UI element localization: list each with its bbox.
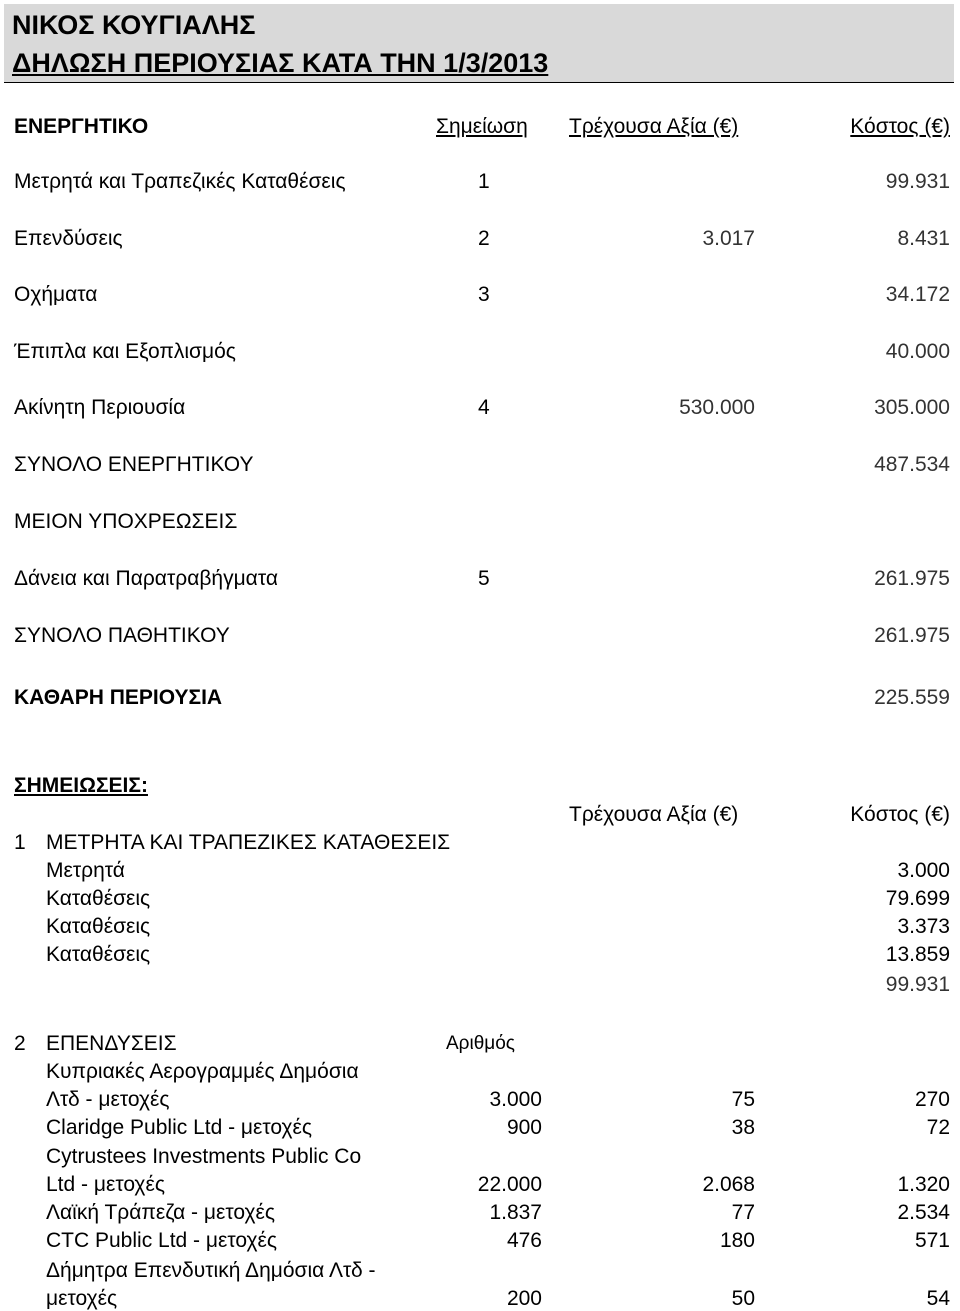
note1-row-label: Μετρητά bbox=[46, 859, 125, 882]
investment-name-line1: Κυπριακές Αερογραμμές Δημόσια bbox=[46, 1060, 359, 1083]
asset-row-note: 1 bbox=[478, 170, 490, 193]
asset-row-label: Ακίνητη Περιουσία bbox=[14, 396, 186, 419]
asset-row-label: ΜΕΙΟΝ ΥΠΟΧΡΕΩΣΕΙΣ bbox=[14, 510, 238, 533]
note1-row-cost: 3.000 bbox=[897, 859, 950, 882]
investment-current: 180 bbox=[719, 1229, 755, 1252]
owner-name: ΝΙΚΟΣ ΚΟΥΓΙΑΛΗΣ bbox=[12, 10, 256, 40]
investment-cost: 1.320 bbox=[897, 1173, 950, 1196]
asset-row-cost: 99.931 bbox=[885, 170, 950, 193]
asset-row-cost: 261.975 bbox=[874, 624, 950, 647]
net-worth-value: 225.559 bbox=[874, 686, 950, 709]
investment-name: μετοχές bbox=[46, 1287, 118, 1310]
notes-heading: ΣΗΜΕΙΩΣΕΙΣ: bbox=[14, 774, 148, 797]
investment-count: 3.000 bbox=[489, 1088, 542, 1111]
investment-name: Λαϊκή Τράπεζα - μετοχές bbox=[46, 1201, 275, 1224]
col-note-header: Σημείωση bbox=[436, 115, 528, 138]
asset-row-cost: 8.431 bbox=[897, 227, 950, 250]
investment-current: 77 bbox=[731, 1201, 755, 1224]
investment-cost: 270 bbox=[914, 1088, 950, 1111]
note1-row-label: Καταθέσεις bbox=[46, 915, 151, 938]
investment-count: 200 bbox=[506, 1287, 542, 1310]
investment-current: 38 bbox=[731, 1116, 755, 1139]
investment-name: Λτδ - μετοχές bbox=[46, 1088, 170, 1111]
asset-row-cost: 261.975 bbox=[874, 567, 950, 590]
note2-title: ΕΠΕΝΔΥΣΕΙΣ bbox=[46, 1032, 177, 1055]
investment-cost: 54 bbox=[926, 1287, 950, 1310]
investment-current: 2.068 bbox=[702, 1173, 755, 1196]
notes-col-cost: Κόστος (€) bbox=[850, 803, 950, 826]
investment-current: 50 bbox=[731, 1287, 755, 1310]
asset-row-cost: 34.172 bbox=[885, 283, 950, 306]
col-cost-header: Κόστος (€) bbox=[850, 115, 950, 138]
investment-name-line1: Cytrustees Investments Public Co bbox=[46, 1145, 362, 1168]
asset-row-label: Δάνεια και Παρατραβήγματα bbox=[14, 567, 278, 590]
investment-count: 1.837 bbox=[489, 1201, 542, 1224]
note2-number: 2 bbox=[14, 1032, 26, 1055]
asset-row-note: 3 bbox=[478, 283, 490, 306]
investment-name-line1: Δήμητρα Επενδυτική Δημόσια Λτδ - bbox=[46, 1259, 376, 1282]
asset-row-current: 3.017 bbox=[702, 227, 755, 250]
document-title: ΔΗΛΩΣΗ ΠΕΡΙΟΥΣΙΑΣ ΚΑΤΑ ΤΗΝ 1/3/2013 bbox=[12, 48, 549, 78]
asset-row-label: Επενδύσεις bbox=[14, 227, 123, 250]
investment-cost: 571 bbox=[914, 1229, 950, 1252]
investment-cost: 72 bbox=[926, 1116, 950, 1139]
investment-count: 22.000 bbox=[477, 1173, 542, 1196]
assets-heading: ΕΝΕΡΓΗΤΙΚΟ bbox=[14, 115, 149, 138]
note1-row-cost: 3.373 bbox=[897, 915, 950, 938]
note1-row-label: Καταθέσεις bbox=[46, 887, 151, 910]
asset-row-label: Έπιπλα και Εξοπλισμός bbox=[14, 340, 236, 363]
investment-cost: 2.534 bbox=[897, 1201, 950, 1224]
note2-col-count: Αριθμός bbox=[446, 1033, 515, 1054]
asset-row-note: 2 bbox=[478, 227, 490, 250]
investment-current: 75 bbox=[731, 1088, 755, 1111]
note1-title: ΜΕΤΡΗΤΑ ΚΑΙ ΤΡΑΠΕΖΙΚΕΣ ΚΑΤΑΘΕΣΕΙΣ bbox=[46, 831, 451, 854]
notes-col-current: Τρέχουσα Αξία (€) bbox=[569, 803, 739, 826]
asset-row-label: ΣΥΝΟΛΟ ΠΑΘΗΤΙΚΟΥ bbox=[14, 624, 230, 647]
investment-count: 900 bbox=[506, 1116, 542, 1139]
note1-row-cost: 79.699 bbox=[885, 887, 950, 910]
note1-number: 1 bbox=[14, 831, 26, 854]
asset-row-current: 530.000 bbox=[679, 396, 755, 419]
asset-row-cost: 305.000 bbox=[874, 396, 950, 419]
asset-row-label: ΣΥΝΟΛΟ ΕΝΕΡΓΗΤΙΚΟΥ bbox=[14, 453, 254, 476]
note1-row-cost: 13.859 bbox=[885, 943, 950, 966]
asset-row-label: Οχήματα bbox=[14, 283, 98, 306]
asset-row-cost: 40.000 bbox=[885, 340, 950, 363]
col-current-header: Τρέχουσα Αξία (€) bbox=[569, 115, 739, 138]
asset-row-note: 5 bbox=[478, 567, 490, 590]
investment-count: 476 bbox=[506, 1229, 542, 1252]
investment-name: Claridge Public Ltd - μετοχές bbox=[46, 1116, 313, 1139]
asset-row-label: Μετρητά και Τραπεζικές Καταθέσεις bbox=[14, 170, 346, 193]
note1-total: 99.931 bbox=[885, 973, 950, 996]
asset-row-note: 4 bbox=[478, 396, 490, 419]
document-header bbox=[4, 4, 954, 83]
note1-row-label: Καταθέσεις bbox=[46, 943, 151, 966]
investment-name: CTC Public Ltd - μετοχές bbox=[46, 1229, 277, 1252]
investment-name: Ltd - μετοχές bbox=[46, 1173, 165, 1196]
asset-row-cost: 487.534 bbox=[874, 453, 950, 476]
net-worth-label: ΚΑΘΑΡΗ ΠΕΡΙΟΥΣΙΑ bbox=[14, 686, 223, 709]
